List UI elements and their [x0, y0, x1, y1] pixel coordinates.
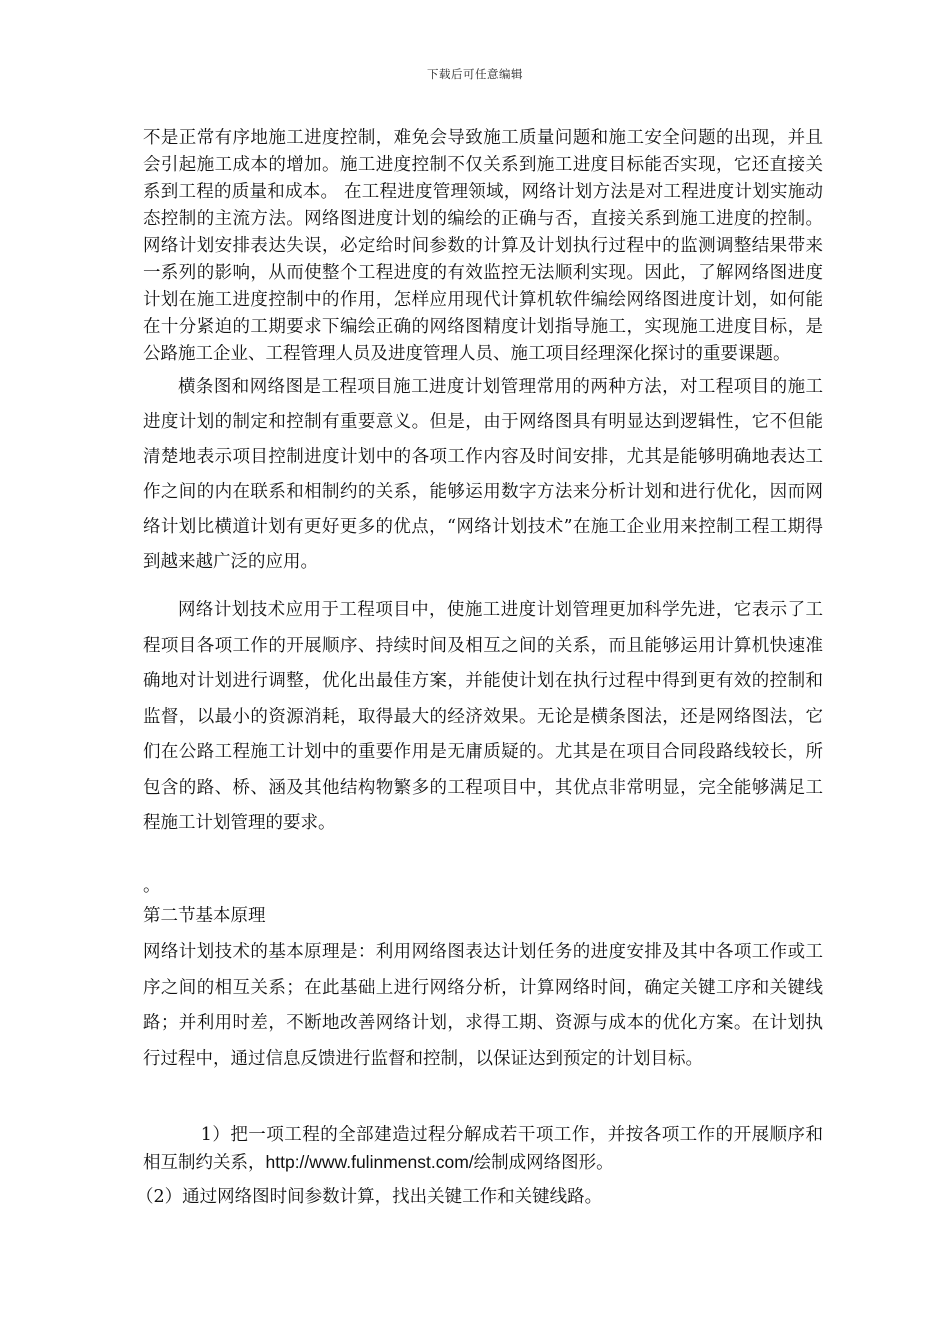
section-title: 第二节基本原理	[143, 906, 266, 926]
paragraph-intro: 不是正常有序地施工进度控制，难免会导致施工质量问题和施工安全问题的出现，并且会引起施工成本的增加。施工进度控制不仅关系到施工进度目标能否实现，它还直接关系到工程的质量和成本。 在工程进度管理领域，网络计划方法是对工程进度计划实施动态控制的主流方法。网络图进度计划的编绘的正确与否，直接关系到施工进度的控制。网络计划安排表达失误，必定给时间参数的计算及计划执行过程中的监测调整结果带来一系列的影响，从而使整个工程进度的有效监控无法顺利实现。因此，了解网络图进度计划在施工进度控制中的作用，怎样应用现代计算机软件编绘网络图进度计划，如何能在十分紧迫的工期要求下编绘正确的网络图精度计划指导施工，实现施工进度目标，是公路施工企业、工程管理人员及进度管理人员、施工项目经理深化探讨的重要课题。	[143, 128, 823, 364]
paragraph-step-1	[143, 1122, 823, 1177]
step-1-text: 1）把一项工程的全部建造过程分解成若干项工作，并按各项工作的开展顺序和相互制约关系，	[143, 1125, 823, 1173]
step-1-url: http://www.fulinmenst.com/	[265, 1152, 474, 1172]
paragraph-basic-principle: 网络计划技术的基本原理是：利用网络图表达计划任务的进度安排及其中各项工作或工序之间的相互关系；在此基础上进行网络分析，计算网络时间，确定关键工序和关键线路；并利用时差，不断地改善网络计划，求得工期、资源与成本的优化方案。在计划执行过程中，通过信息反馈进行监督和控制，以保证达到预定的计划目标。	[143, 942, 823, 1069]
page-header: 下载后可任意编辑	[427, 67, 523, 81]
stray-period: 。	[143, 876, 161, 896]
paragraph-gantt-network: 横条图和网络图是工程项目施工进度计划管理常用的两种方法，对工程项目的施工进度计划的制定和控制有重要意义。但是，由于网络图具有明显达到逻辑性，它不但能清楚地表示项目控制进度计划中的各项工作内容及时间安排，尤其是能够明确地表达工作之间的内在联系和相制约的关系，能够运用数字方法来分析计划和进行优化，因而网络计划比横道计划有更好更多的优点，“网络计划技术”在施工企业用来控制工程工期得到越来越广泛的应用。	[143, 377, 823, 572]
paragraph-step-2: （2）通过网络图时间参数计算，找出关键工作和关键线路。	[136, 1187, 603, 1207]
step-1-suffix: 绘制成网络图形。	[473, 1153, 614, 1173]
paragraph-network-technique: 网络计划技术应用于工程项目中，使施工进度计划管理更加科学先进，它表示了工程项目各项工作的开展顺序、持续时间及相互之间的关系，而且能够运用计算机快速准确地对计划进行调整，优化出最佳方案，并能使计划在执行过程中得到更有效的控制和监督，以最小的资源消耗，取得最大的经济效果。无论是横条图法，还是网络图法，它们在公路工程施工计划中的重要作用是无庸质疑的。尤其是在项目合同段路线较长，所包含的路、桥、涵及其他结构物繁多的工程项目中，其优点非常明显，完全能够满足工程施工计划管理的要求。	[143, 600, 823, 833]
